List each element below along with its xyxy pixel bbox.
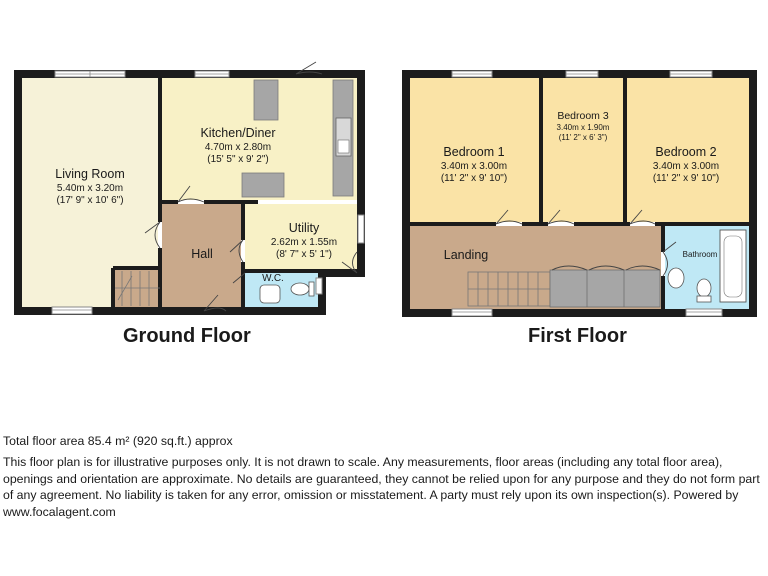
wc-name: W.C. bbox=[262, 273, 284, 284]
wc-toilet bbox=[291, 283, 309, 295]
bedroom3-area bbox=[543, 78, 623, 222]
living-room-metric: 5.40m x 3.20m bbox=[56, 183, 124, 194]
wc-cistern bbox=[309, 282, 314, 296]
kitchen-metric: 4.70m x 2.80m bbox=[204, 142, 272, 153]
kitchen-unit-top bbox=[254, 80, 278, 120]
bathtub-inner bbox=[724, 236, 742, 297]
bedroom3-metric: 3.40m x 1.90m bbox=[556, 123, 610, 132]
landing-cupboards bbox=[550, 270, 660, 307]
first-floor-plan bbox=[406, 71, 753, 316]
disclaimer-text: This floor plan is for illustrative purposes only. It is not drawn to scale. Any measurements, floor areas (including any total floor area), openings and orientation are approximate. No details are guaranteed, they cannot be relied upon for any purpose and they do not form part of any agreement. No liability is taken for any error, omission or misstatement. A party must rely upon its own inspection(s). Powered by www.focalagent.com bbox=[3, 455, 760, 519]
bedroom1-name: Bedroom 1 bbox=[443, 145, 505, 159]
total-floor-area: Total floor area 85.4 m² (920 sq.ft.) approx bbox=[3, 434, 233, 448]
kitchen-unit-bottom bbox=[242, 173, 284, 197]
ground-floor-plan bbox=[18, 62, 364, 314]
kitchen-sink-bowl bbox=[338, 140, 349, 153]
bathroom-name: Bathroom bbox=[682, 250, 718, 259]
wc-basin bbox=[260, 285, 280, 303]
ground-floor-title: Ground Floor bbox=[123, 325, 251, 347]
utility-name: Utility bbox=[288, 221, 320, 235]
bedroom1-metric: 3.40m x 3.00m bbox=[440, 161, 508, 172]
kitchen-name: Kitchen/Diner bbox=[200, 126, 276, 140]
living-room-imperial: (17' 9" x 10' 6") bbox=[56, 195, 124, 206]
bedroom2-metric: 3.40m x 3.00m bbox=[652, 161, 720, 172]
living-room-name: Living Room bbox=[55, 167, 125, 181]
bedroom3-imperial: (11' 2" x 6' 3") bbox=[558, 133, 608, 142]
bathroom-toilet bbox=[697, 279, 711, 297]
bedroom2-name: Bedroom 2 bbox=[655, 145, 717, 159]
landing-name: Landing bbox=[443, 248, 489, 262]
hall-name: Hall bbox=[191, 247, 213, 261]
first-floor-title: First Floor bbox=[528, 325, 627, 347]
utility-metric: 2.62m x 1.55m bbox=[270, 237, 338, 248]
bedroom1-imperial: (11' 2" x 9' 10") bbox=[440, 173, 508, 184]
utility-imperial: (8' 7" x 5' 1") bbox=[276, 249, 332, 260]
bathroom-cistern bbox=[697, 296, 711, 302]
bedroom3-name: Bedroom 3 bbox=[557, 110, 609, 122]
bathroom-basin bbox=[668, 268, 684, 288]
kitchen-imperial: (15' 5" x 9' 2") bbox=[207, 154, 269, 165]
bedroom2-imperial: (11' 2" x 9' 10") bbox=[652, 173, 720, 184]
